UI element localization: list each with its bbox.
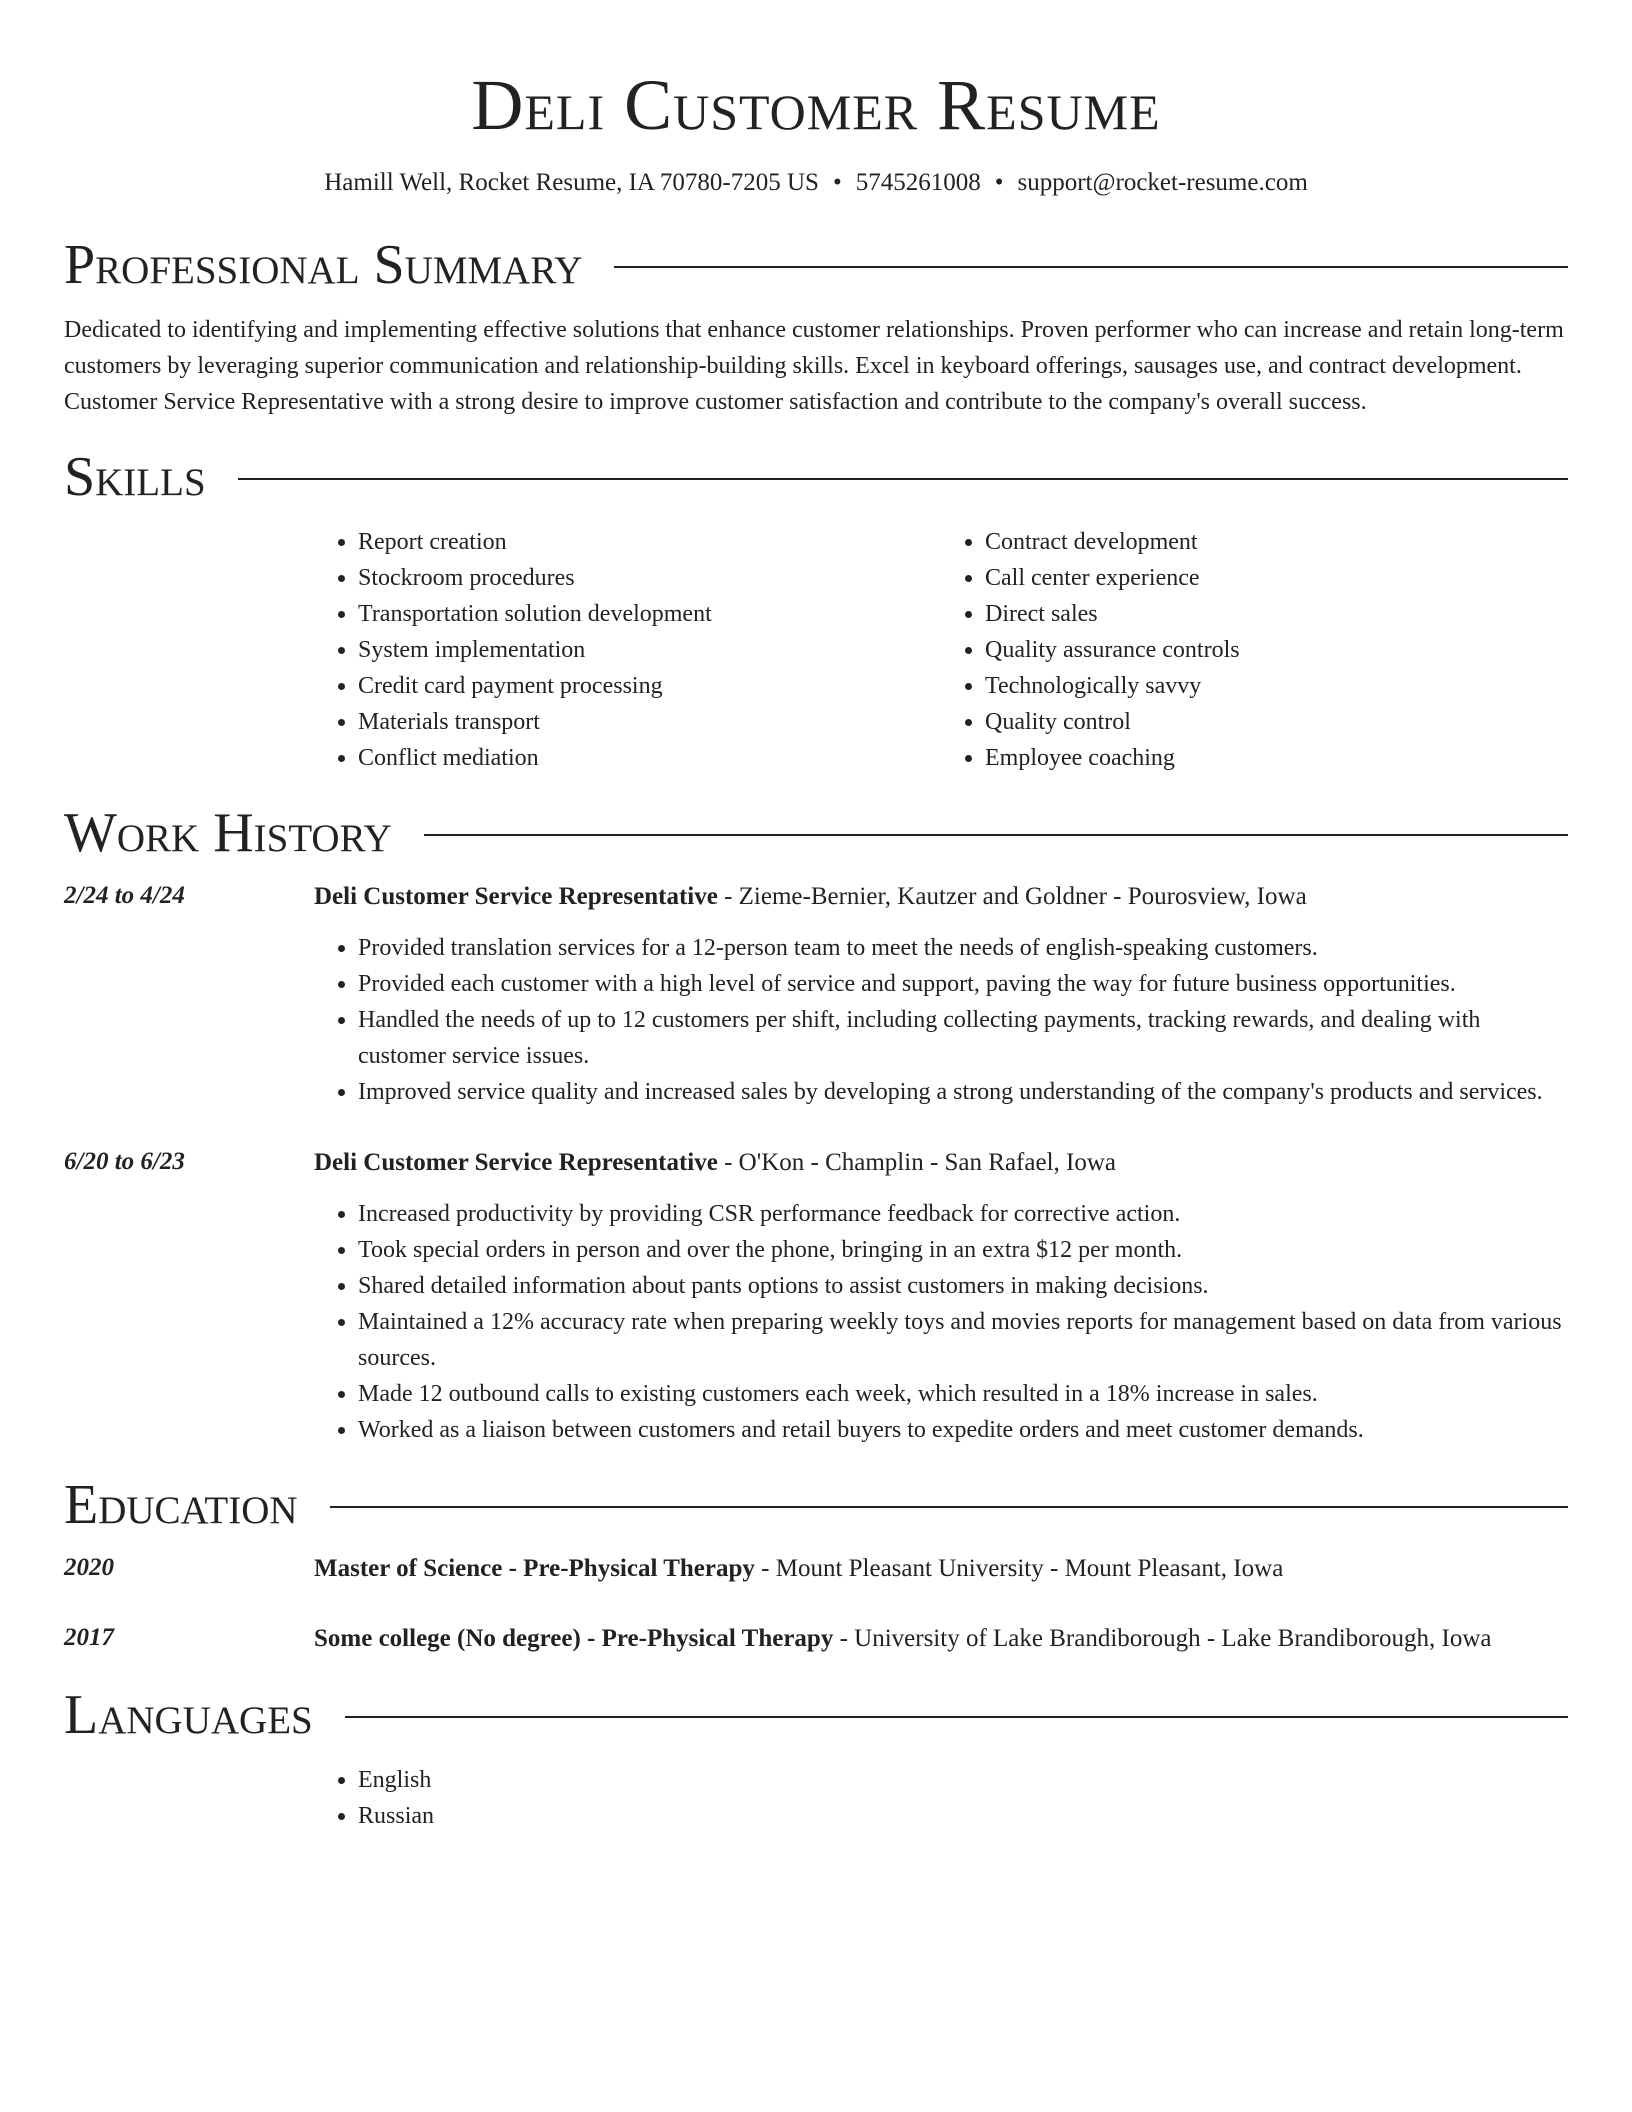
job-headline: [314, 878, 1568, 916]
section-title-work: Work History: [64, 802, 392, 864]
job-bullet: • Provided translation services for a 12-person team to meet the needs of english-speaking customers.: [358, 930, 1568, 966]
job-bullet: • Took special orders in person and over the phone, bringing in an extra $12 per month.: [358, 1232, 1568, 1268]
section-divider: [345, 1716, 1568, 1718]
languages-list: [314, 1762, 1568, 1834]
education-degree: Master of Science - Pre-Physical Therapy: [314, 1555, 755, 1582]
education-headline: [314, 1620, 1568, 1658]
skill-item: • Credit card payment processing: [358, 668, 941, 704]
education-year: 2017: [64, 1624, 114, 1651]
skill-item: • Materials transport: [358, 704, 941, 740]
contact-separator: •: [994, 169, 1004, 196]
contact-separator: •: [832, 169, 842, 196]
section-divider: [238, 478, 1568, 480]
skill-item: • Employee coaching: [985, 740, 1568, 776]
contact-email: support@rocket-resume.com: [1017, 169, 1308, 196]
job-employer: - O'Kon - Champlin - San Rafael, Iowa: [717, 1149, 1116, 1176]
skill-item: • System implementation: [358, 632, 941, 668]
section-title-summary: Professional Summary: [64, 234, 583, 296]
education-year: 2020: [64, 1554, 114, 1581]
skills-list-right: [941, 524, 1568, 776]
summary-text: Dedicated to identifying and implementing effective solutions that enhance customer relationships. Proven performer who can increase and retain long-term customers by leveraging superior communication and relationship-building skills. Excel in keyboard offerings, sausages use, and contract development. Customer Service Representative with a strong desire to improve customer satisfaction and contribute to the company's overall success.: [64, 317, 1564, 415]
skill-item: • Technologically savvy: [985, 668, 1568, 704]
job-bullet: • Improved service quality and increased sales by developing a strong understanding of the company's products and services.: [358, 1074, 1568, 1110]
education-entry: [64, 1620, 1568, 1658]
skill-item: • Quality control: [985, 704, 1568, 740]
skill-item: • Call center experience: [985, 560, 1568, 596]
section-divider: [424, 834, 1568, 836]
section-header-summary: [64, 232, 1568, 298]
job-headline: [314, 1144, 1568, 1182]
section-header-work: [64, 800, 1568, 866]
job-bullet: • Provided each customer with a high level of service and support, paving the way for future business opportunities.: [358, 966, 1568, 1002]
job-entry: [64, 878, 1568, 916]
resume-title: Deli Customer Resume: [471, 65, 1161, 145]
section-divider: [330, 1506, 1568, 1508]
job-bullet: • Maintained a 12% accuracy rate when preparing weekly toys and movies reports for management based on data from various sources.: [358, 1304, 1568, 1376]
section-title-education: Education: [64, 1474, 298, 1536]
contact-line: [64, 168, 1568, 198]
job-bullet: • Increased productivity by providing CSR performance feedback for corrective action.: [358, 1196, 1568, 1232]
job-dates: 6/20 to 6/23: [64, 1148, 185, 1175]
education-headline: [314, 1550, 1568, 1588]
section-header-skills: [64, 444, 1568, 510]
job-title: Deli Customer Service Representative: [314, 1149, 718, 1176]
job-dates: 2/24 to 4/24: [64, 882, 185, 909]
skill-item: • Conflict mediation: [358, 740, 941, 776]
contact-phone: 5745261008: [855, 169, 981, 196]
language-item: • Russian: [358, 1798, 1568, 1834]
education-school: - Mount Pleasant University - Mount Pleasant, Iowa: [754, 1555, 1284, 1582]
job-bullet: • Made 12 outbound calls to existing customers each week, which resulted in a 18% increase in sales.: [358, 1376, 1568, 1412]
section-header-languages: [64, 1682, 1568, 1748]
job-bullet: • Worked as a liaison between customers and retail buyers to expedite orders and meet customer demands.: [358, 1412, 1568, 1448]
section-title-skills: Skills: [64, 446, 206, 508]
skill-item: • Transportation solution development: [358, 596, 941, 632]
education-degree: Some college (No degree) - Pre-Physical Therapy: [314, 1625, 834, 1652]
job-bullets: [314, 1196, 1568, 1448]
job-bullet: • Handled the needs of up to 12 customers per shift, including collecting payments, tracking rewards, and dealing with customer service issues.: [358, 1002, 1568, 1074]
language-item: • English: [358, 1762, 1568, 1798]
skill-item: • Report creation: [358, 524, 941, 560]
skill-item: • Quality assurance controls: [985, 632, 1568, 668]
job-title: Deli Customer Service Representative: [314, 883, 718, 910]
job-employer: - Zieme-Bernier, Kautzer and Goldner - Pourosview, Iowa: [717, 883, 1307, 910]
skill-item: • Stockroom procedures: [358, 560, 941, 596]
job-bullet: • Shared detailed information about pants options to assist customers in making decisions.: [358, 1268, 1568, 1304]
job-entry: [64, 1144, 1568, 1182]
skills-list-left: [314, 524, 941, 776]
education-school: - University of Lake Brandiborough - Lake Brandiborough, Iowa: [833, 1625, 1492, 1652]
skill-item: • Contract development: [985, 524, 1568, 560]
contact-address: Hamill Well, Rocket Resume, IA 70780-7205 US: [324, 169, 819, 196]
education-entry: [64, 1550, 1568, 1588]
section-title-languages: Languages: [64, 1684, 313, 1746]
section-divider: [614, 266, 1568, 268]
job-bullets: [314, 930, 1568, 1110]
skill-item: • Direct sales: [985, 596, 1568, 632]
skills-columns: [314, 524, 1568, 776]
section-header-education: [64, 1472, 1568, 1538]
